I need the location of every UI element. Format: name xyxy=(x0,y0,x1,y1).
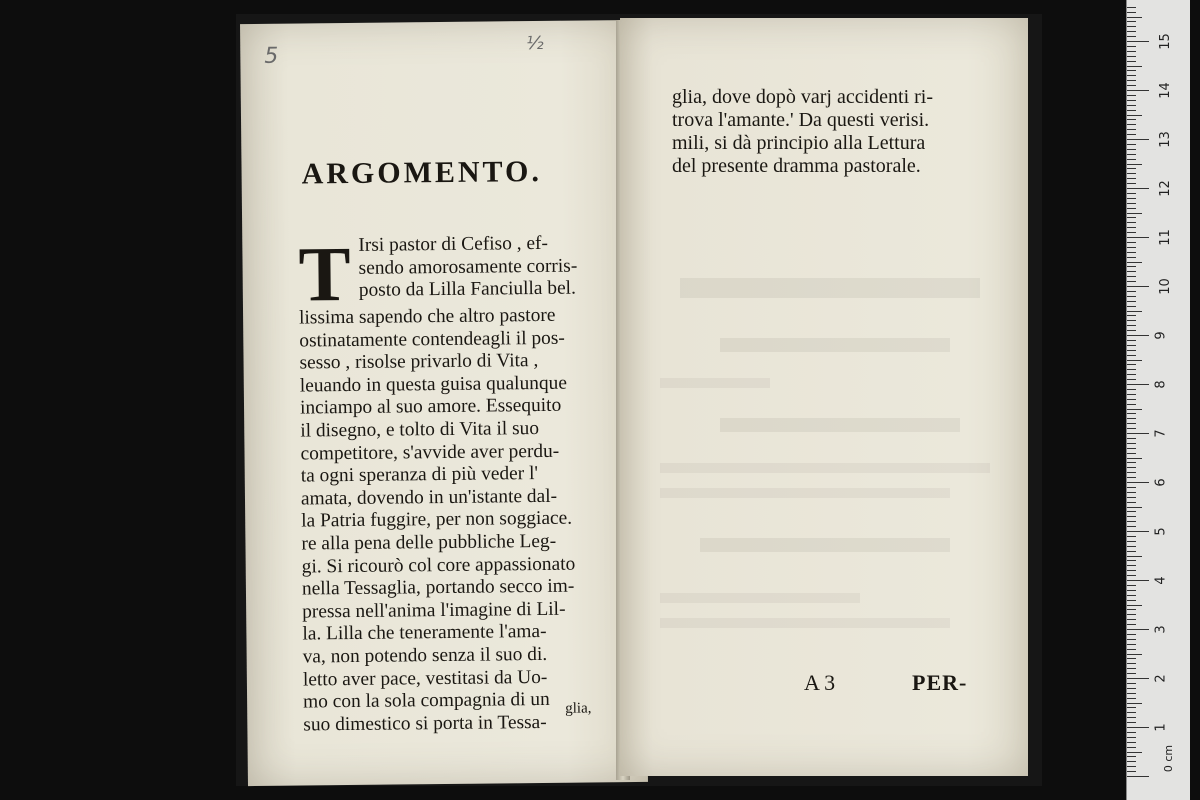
ruler-number: 11 xyxy=(1157,229,1173,246)
ruler-tick xyxy=(1127,717,1136,718)
ruler-tick xyxy=(1127,291,1136,292)
ruler-tick xyxy=(1127,335,1149,336)
text-line: letto aver pace, vestitasi da Uo- xyxy=(302,666,548,690)
ruler-tick xyxy=(1127,281,1136,282)
text-line: suo dimestico si porta in Tessa- xyxy=(303,711,547,736)
ruler-tick xyxy=(1127,208,1136,209)
ruler-tick xyxy=(1127,31,1136,32)
ruler-tick xyxy=(1127,472,1136,473)
ruler-number: 4 xyxy=(1153,576,1169,585)
drop-cap: T xyxy=(298,229,352,318)
ruler-tick xyxy=(1127,624,1136,625)
ruler-tick xyxy=(1127,497,1136,498)
ruler-tick xyxy=(1127,247,1136,248)
ruler-tick xyxy=(1127,139,1149,140)
page-heading: ARGOMENTO. xyxy=(301,154,543,191)
ruler-tick xyxy=(1127,271,1136,272)
pencil-mark-2: ½ xyxy=(526,32,544,55)
ruler-tick xyxy=(1127,203,1136,204)
ruler-tick xyxy=(1127,526,1136,527)
text-line: Irsi pastor di Cefiso , ef- xyxy=(358,232,549,256)
ruler-tick xyxy=(1127,654,1142,655)
text-line: mo con la sola compagnia di un xyxy=(303,689,550,713)
ruler-tick xyxy=(1127,124,1136,125)
ruler-tick xyxy=(1127,286,1149,287)
ruler-tick xyxy=(1127,639,1136,640)
ruler-number: 13 xyxy=(1157,131,1173,148)
text-line: re alla pena delle pubbliche Leg- xyxy=(301,530,557,555)
ruler-tick xyxy=(1127,26,1136,27)
text-line: mili, si dà principio alla Lettura xyxy=(672,132,926,154)
ruler-tick xyxy=(1127,17,1142,18)
ruler-tick xyxy=(1127,110,1136,111)
ruler-tick xyxy=(1127,262,1142,263)
body-text xyxy=(298,229,633,737)
text-line: posto da Lilla Fanciulla bel. xyxy=(358,277,576,302)
ruler-tick xyxy=(1127,213,1142,214)
text-line: ta ogni speranza di più veder l' xyxy=(300,463,539,487)
ruler-tick xyxy=(1127,776,1149,777)
ruler-tick xyxy=(1127,502,1136,503)
ruler-tick xyxy=(1127,364,1136,365)
ruler-tick xyxy=(1127,134,1136,135)
text-line: gi. Si ricourò col core appassionato xyxy=(301,553,576,578)
ruler-tick xyxy=(1127,379,1136,380)
ruler-tick xyxy=(1127,399,1136,400)
text-line: pressa nell'anima l'imagine di Lil- xyxy=(302,598,566,623)
ruler-tick xyxy=(1127,580,1149,581)
ruler-number: 2 xyxy=(1153,674,1169,683)
ruler-tick xyxy=(1127,629,1149,630)
ruler-tick xyxy=(1127,462,1136,463)
ruler-tick xyxy=(1127,51,1136,52)
ruler-tick xyxy=(1127,46,1136,47)
ruler-tick xyxy=(1127,115,1142,116)
ruler-tick xyxy=(1127,771,1136,772)
ruler-tick xyxy=(1127,394,1136,395)
ruler-tick xyxy=(1127,673,1136,674)
text-line: inciampo al suo amore. Essequito xyxy=(299,395,562,419)
ruler-tick xyxy=(1127,600,1136,601)
continuation-text xyxy=(672,86,1022,178)
ruler-tick xyxy=(1127,66,1142,67)
ruler-tick xyxy=(1127,433,1149,434)
ruler-tick xyxy=(1127,658,1136,659)
measurement-ruler xyxy=(1126,0,1190,800)
ruler-tick xyxy=(1127,242,1136,243)
ruler-tick xyxy=(1127,330,1136,331)
ruler-tick xyxy=(1127,560,1136,561)
ruler-tick xyxy=(1127,448,1136,449)
ruler-tick xyxy=(1127,609,1136,610)
ruler-tick xyxy=(1127,453,1136,454)
ruler-tick xyxy=(1127,727,1149,728)
ruler-tick xyxy=(1127,458,1142,459)
text-line: il disegno, e tolto di Vita il suo xyxy=(300,417,540,442)
ruler-tick xyxy=(1127,732,1136,733)
ruler-tick xyxy=(1127,164,1142,165)
catchword-right: PER- xyxy=(912,670,968,695)
ruler-tick xyxy=(1127,119,1136,120)
ruler-tick xyxy=(1127,178,1136,179)
ruler-tick xyxy=(1127,320,1136,321)
ruler-tick xyxy=(1127,521,1136,522)
ruler-tick xyxy=(1127,423,1136,424)
ruler-tick xyxy=(1127,693,1136,694)
ruler-tick xyxy=(1127,75,1136,76)
ruler-tick xyxy=(1127,546,1136,547)
text-line: lissima sapendo che altro pastore xyxy=(298,304,556,329)
ruler-tick xyxy=(1127,41,1149,42)
ruler-tick xyxy=(1127,154,1136,155)
text-line: sendo amorosamente corris- xyxy=(358,255,578,279)
text-line: amata, dovendo in un'istante dal- xyxy=(300,485,558,510)
ruler-tick xyxy=(1127,129,1136,130)
ruler-tick xyxy=(1127,311,1142,312)
ruler-tick xyxy=(1127,257,1136,258)
ruler-tick xyxy=(1127,276,1136,277)
ruler-tick xyxy=(1127,644,1136,645)
ruler-number: 10 xyxy=(1157,278,1173,295)
ruler-tick xyxy=(1127,105,1136,106)
ruler-tick xyxy=(1127,389,1136,390)
ruler-tick xyxy=(1127,374,1136,375)
ruler-number: 15 xyxy=(1157,33,1173,50)
text-line: del presente dramma pastorale. xyxy=(672,155,921,177)
text-line: nella Tessaglia, portando secco im- xyxy=(301,575,575,600)
ruler-tick xyxy=(1127,467,1136,468)
ruler-tick xyxy=(1127,193,1136,194)
ruler-tick xyxy=(1127,556,1142,557)
text-line: ostinatamente contendeagli il pos- xyxy=(299,327,565,352)
text-line: trova l'amante.' Da questi verisi. xyxy=(672,109,930,131)
ruler-tick xyxy=(1127,350,1136,351)
ruler-tick xyxy=(1127,707,1136,708)
ruler-tick xyxy=(1127,541,1136,542)
ruler-tick xyxy=(1127,575,1136,576)
ruler-tick xyxy=(1127,565,1136,566)
ruler-tick xyxy=(1127,384,1149,385)
ruler-tick xyxy=(1127,188,1149,189)
ruler-tick xyxy=(1127,100,1136,101)
ruler-tick xyxy=(1127,634,1136,635)
ruler-tick xyxy=(1127,90,1149,91)
ruler-tick xyxy=(1127,413,1136,414)
ruler-tick xyxy=(1127,12,1136,13)
ruler-tick xyxy=(1127,232,1136,233)
ruler-tick xyxy=(1127,511,1136,512)
ruler-tick xyxy=(1127,340,1136,341)
ruler-tick xyxy=(1127,183,1136,184)
ruler-tick xyxy=(1127,56,1136,57)
ruler-tick xyxy=(1127,315,1136,316)
ruler-tick xyxy=(1127,36,1136,37)
ruler-tick xyxy=(1127,590,1136,591)
ruler-tick xyxy=(1127,507,1142,508)
ruler-tick xyxy=(1127,668,1136,669)
ruler-tick xyxy=(1127,80,1136,81)
ruler-tick xyxy=(1127,688,1136,689)
text-line: la. Lilla che teneramente l'ama- xyxy=(302,621,547,645)
ruler-tick xyxy=(1127,266,1136,267)
pencil-mark: 5 xyxy=(264,43,279,69)
ruler-tick xyxy=(1127,222,1136,223)
ruler-tick xyxy=(1127,217,1136,218)
ruler-tick xyxy=(1127,619,1136,620)
ruler-tick xyxy=(1127,477,1136,478)
ruler-tick xyxy=(1127,7,1136,8)
ruler-tick xyxy=(1127,369,1136,370)
ruler-tick xyxy=(1127,443,1136,444)
ruler-tick xyxy=(1127,252,1136,253)
ruler-tick xyxy=(1127,61,1136,62)
text-line: leuando in questa guisa qualunque xyxy=(299,372,568,397)
ruler-tick xyxy=(1127,678,1149,679)
ruler-tick xyxy=(1127,428,1136,429)
ruler-tick xyxy=(1127,409,1142,410)
ruler-tick xyxy=(1127,756,1136,757)
ruler-number: 6 xyxy=(1153,478,1169,487)
ruler-tick xyxy=(1127,551,1136,552)
ruler-tick xyxy=(1127,173,1136,174)
ruler-tick xyxy=(1127,683,1136,684)
text-line: competitore, s'avvide aver perdu- xyxy=(300,440,560,465)
ruler-tick xyxy=(1127,703,1142,704)
ruler-tick xyxy=(1127,149,1136,150)
ruler-tick xyxy=(1127,21,1136,22)
ruler-unit: 0 cm xyxy=(1162,744,1176,773)
text-line: la Patria fuggire, per non soggiace. xyxy=(301,508,573,532)
ruler-tick xyxy=(1127,227,1136,228)
ruler-tick xyxy=(1127,698,1136,699)
ruler-tick xyxy=(1127,712,1136,713)
ruler-tick xyxy=(1127,418,1136,419)
ruler-tick xyxy=(1127,737,1136,738)
signature-mark: A 3 xyxy=(804,670,836,695)
left-page xyxy=(240,20,648,786)
text-line: glia, dove dopò varj accidenti ri- xyxy=(672,86,934,108)
ruler-tick xyxy=(1127,605,1142,606)
ruler-tick xyxy=(1127,306,1136,307)
ruler-tick xyxy=(1127,355,1136,356)
ruler-tick xyxy=(1127,301,1136,302)
ruler-tick xyxy=(1127,492,1136,493)
catchword-left: glia, xyxy=(565,700,592,717)
ruler-tick xyxy=(1127,144,1136,145)
show-through-texture xyxy=(660,248,990,628)
ruler-tick xyxy=(1127,649,1136,650)
ruler-tick xyxy=(1127,752,1142,753)
ruler-tick xyxy=(1127,95,1136,96)
ruler-tick xyxy=(1127,761,1136,762)
ruler-tick xyxy=(1127,487,1136,488)
ruler-number: 3 xyxy=(1153,625,1169,634)
ruler-number: 9 xyxy=(1153,331,1169,340)
ruler-tick xyxy=(1127,296,1136,297)
ruler-number: 14 xyxy=(1157,82,1173,99)
ruler-tick xyxy=(1127,595,1136,596)
ruler-tick xyxy=(1127,70,1136,71)
ruler-number: 8 xyxy=(1153,380,1169,389)
text-line: sesso , risolse privarlo di Vita , xyxy=(299,350,539,374)
right-page xyxy=(620,18,1028,776)
ruler-tick xyxy=(1127,663,1136,664)
ruler-number: 5 xyxy=(1153,527,1169,536)
ruler-tick xyxy=(1127,198,1136,199)
ruler-tick xyxy=(1127,482,1149,483)
ruler-number: 12 xyxy=(1157,180,1173,197)
ruler-tick xyxy=(1127,325,1136,326)
ruler-tick xyxy=(1127,345,1136,346)
ruler-tick xyxy=(1127,614,1136,615)
ruler-tick xyxy=(1127,766,1136,767)
ruler-tick xyxy=(1127,438,1136,439)
ruler-tick xyxy=(1127,360,1142,361)
text-line: va, non potendo senza il suo di. xyxy=(302,643,548,668)
ruler-tick xyxy=(1127,742,1136,743)
ruler-tick xyxy=(1127,722,1136,723)
ruler-tick xyxy=(1127,85,1136,86)
ruler-number: 7 xyxy=(1153,429,1169,438)
ruler-tick xyxy=(1127,747,1136,748)
ruler-tick xyxy=(1127,585,1136,586)
ruler-tick xyxy=(1127,516,1136,517)
ruler-tick xyxy=(1127,570,1136,571)
ruler-tick xyxy=(1127,159,1136,160)
ruler-tick xyxy=(1127,536,1136,537)
ruler-tick xyxy=(1127,237,1149,238)
ruler-tick xyxy=(1127,168,1136,169)
ruler-tick xyxy=(1127,531,1149,532)
ruler-number: 1 xyxy=(1153,723,1169,732)
ruler-tick xyxy=(1127,404,1136,405)
